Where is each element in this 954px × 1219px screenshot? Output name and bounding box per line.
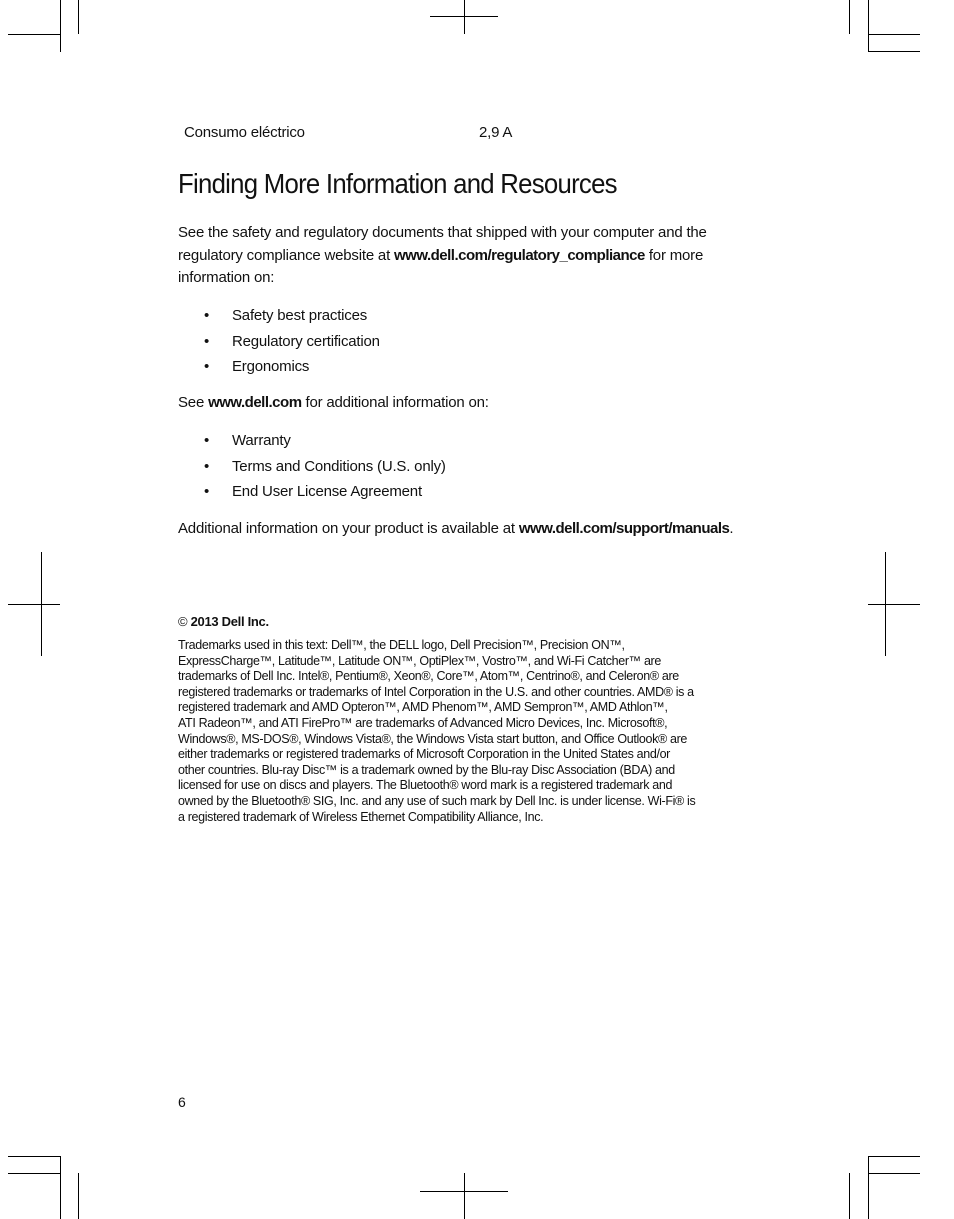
- crop-mark: [868, 1156, 869, 1219]
- dell-com-link[interactable]: www.dell.com: [208, 394, 302, 411]
- trademarks-line: a registered trademark of Wireless Ethernet Compatibility Alliance, Inc.: [178, 809, 544, 824]
- bullet-icon: •: [204, 432, 210, 449]
- list-item: [178, 482, 446, 508]
- crop-mark: [8, 1156, 60, 1157]
- see-paragraph: [178, 392, 758, 415]
- crop-mark: [868, 34, 920, 35]
- list-item: [178, 332, 380, 358]
- list-item: [178, 457, 446, 483]
- crop-mark: [849, 0, 850, 34]
- trademarks-line: owned by the Bluetooth® SIG, Inc. and any use of such mark by Dell Inc. is under license. Wi-Fi® is: [178, 793, 696, 808]
- list-item-label: Ergonomics: [232, 358, 310, 376]
- list-item-label: Warranty: [232, 432, 291, 449]
- trademarks-line: either trademarks or registered trademarks of Microsoft Corporation in the United States and/or: [178, 747, 670, 762]
- crop-mark: [464, 1173, 465, 1219]
- bullet-icon: •: [204, 358, 210, 376]
- crop-mark: [60, 0, 61, 52]
- crop-mark: [8, 34, 60, 35]
- page-number: 6: [178, 1094, 186, 1110]
- support-manuals-link[interactable]: www.dell.com/support/manuals: [518, 520, 730, 537]
- additional-text-after: .: [729, 520, 734, 537]
- crop-mark: [60, 1156, 61, 1219]
- intro-text: See the safety and regulatory documents that shipped with your computer and the regulatory compliance website at: [178, 224, 707, 264]
- list-item-label: Terms and Conditions (U.S. only): [232, 457, 446, 475]
- regulatory-topics-list: [178, 306, 380, 383]
- crop-mark: [464, 0, 465, 34]
- additional-topics-list: [178, 431, 446, 508]
- list-item-label: Regulatory certification: [232, 332, 380, 350]
- section-title: Finding More Information and Resources: [178, 168, 617, 199]
- list-item-label: Safety best practices: [232, 307, 368, 324]
- spec-label: Consumo eléctrico: [184, 124, 305, 141]
- spec-value: 2,9 A: [479, 124, 513, 141]
- crop-mark: [8, 604, 60, 605]
- see-text: See: [178, 394, 209, 411]
- trademarks-line: registered trademark and AMD Opteron™, AMD Phenom™, AMD Sempron™, AMD Athlon™,: [178, 700, 668, 715]
- crop-mark: [849, 1173, 850, 1219]
- trademarks-line: Windows®, MS-DOS®, Windows Vista®, the Windows Vista start button, and Office Outlook® are: [178, 731, 688, 746]
- trademarks-line: ExpressCharge™, Latitude™, Latitude ON™, OptiPlex™, Vostro™, and Wi-Fi Catcher™ are: [178, 653, 661, 668]
- trademarks-notice: [178, 638, 768, 825]
- bullet-icon: •: [204, 332, 210, 350]
- trademarks-line: trademarks of Dell Inc. Intel®, Pentium®, Xeon®, Core™, Atom™, Centrino®, and Celeron® are: [178, 669, 679, 684]
- crop-mark: [868, 0, 869, 52]
- additional-text: Additional information on your product is available at: [178, 520, 519, 537]
- crop-mark: [78, 1173, 79, 1219]
- crop-mark: [868, 1173, 920, 1174]
- copyright: [178, 614, 269, 629]
- crop-mark: [868, 51, 920, 52]
- crop-mark: [868, 604, 920, 605]
- trademarks-line: registered trademarks or trademarks of Intel Corporation in the U.S. and other countries. AMD® is a: [178, 684, 694, 699]
- list-item: [178, 431, 446, 457]
- crop-mark: [78, 0, 79, 34]
- trademarks-line: ATI Radeon™, and ATI FirePro™ are trademarks of Advanced Micro Devices, Inc. Microsoft®,: [178, 715, 668, 730]
- trademarks-line: licensed for use on discs and players. The Bluetooth® word mark is a registered trademark and: [178, 778, 673, 793]
- copyright-text: 2013 Dell Inc.: [190, 614, 269, 629]
- bullet-icon: •: [204, 307, 210, 324]
- bullet-icon: •: [204, 457, 210, 475]
- trademarks-line: other countries. Blu-ray Disc™ is a trademark owned by the Blu-ray Disc Association (BDA) and: [178, 762, 675, 777]
- list-item: [178, 306, 380, 332]
- crop-mark: [868, 1156, 920, 1157]
- crop-mark: [8, 1173, 60, 1174]
- list-item-label: End User License Agreement: [232, 483, 422, 501]
- bullet-icon: •: [204, 483, 210, 501]
- regulatory-compliance-link[interactable]: www.dell.com/regulatory_compliance: [394, 246, 645, 264]
- intro-text-after: for more information on:: [178, 246, 704, 286]
- trademarks-line: Trademarks used in this text: Dell™, the DELL logo, Dell Precision™, Precision ON™,: [178, 638, 625, 652]
- copyright-symbol: ©: [178, 614, 191, 629]
- additional-info-paragraph: [178, 518, 758, 541]
- crop-mark: [885, 552, 886, 656]
- list-item: [178, 357, 380, 383]
- intro-paragraph: [178, 222, 758, 290]
- spec-row: [184, 124, 584, 144]
- see-text-after: for additional information on:: [301, 394, 489, 411]
- crop-mark: [41, 552, 42, 656]
